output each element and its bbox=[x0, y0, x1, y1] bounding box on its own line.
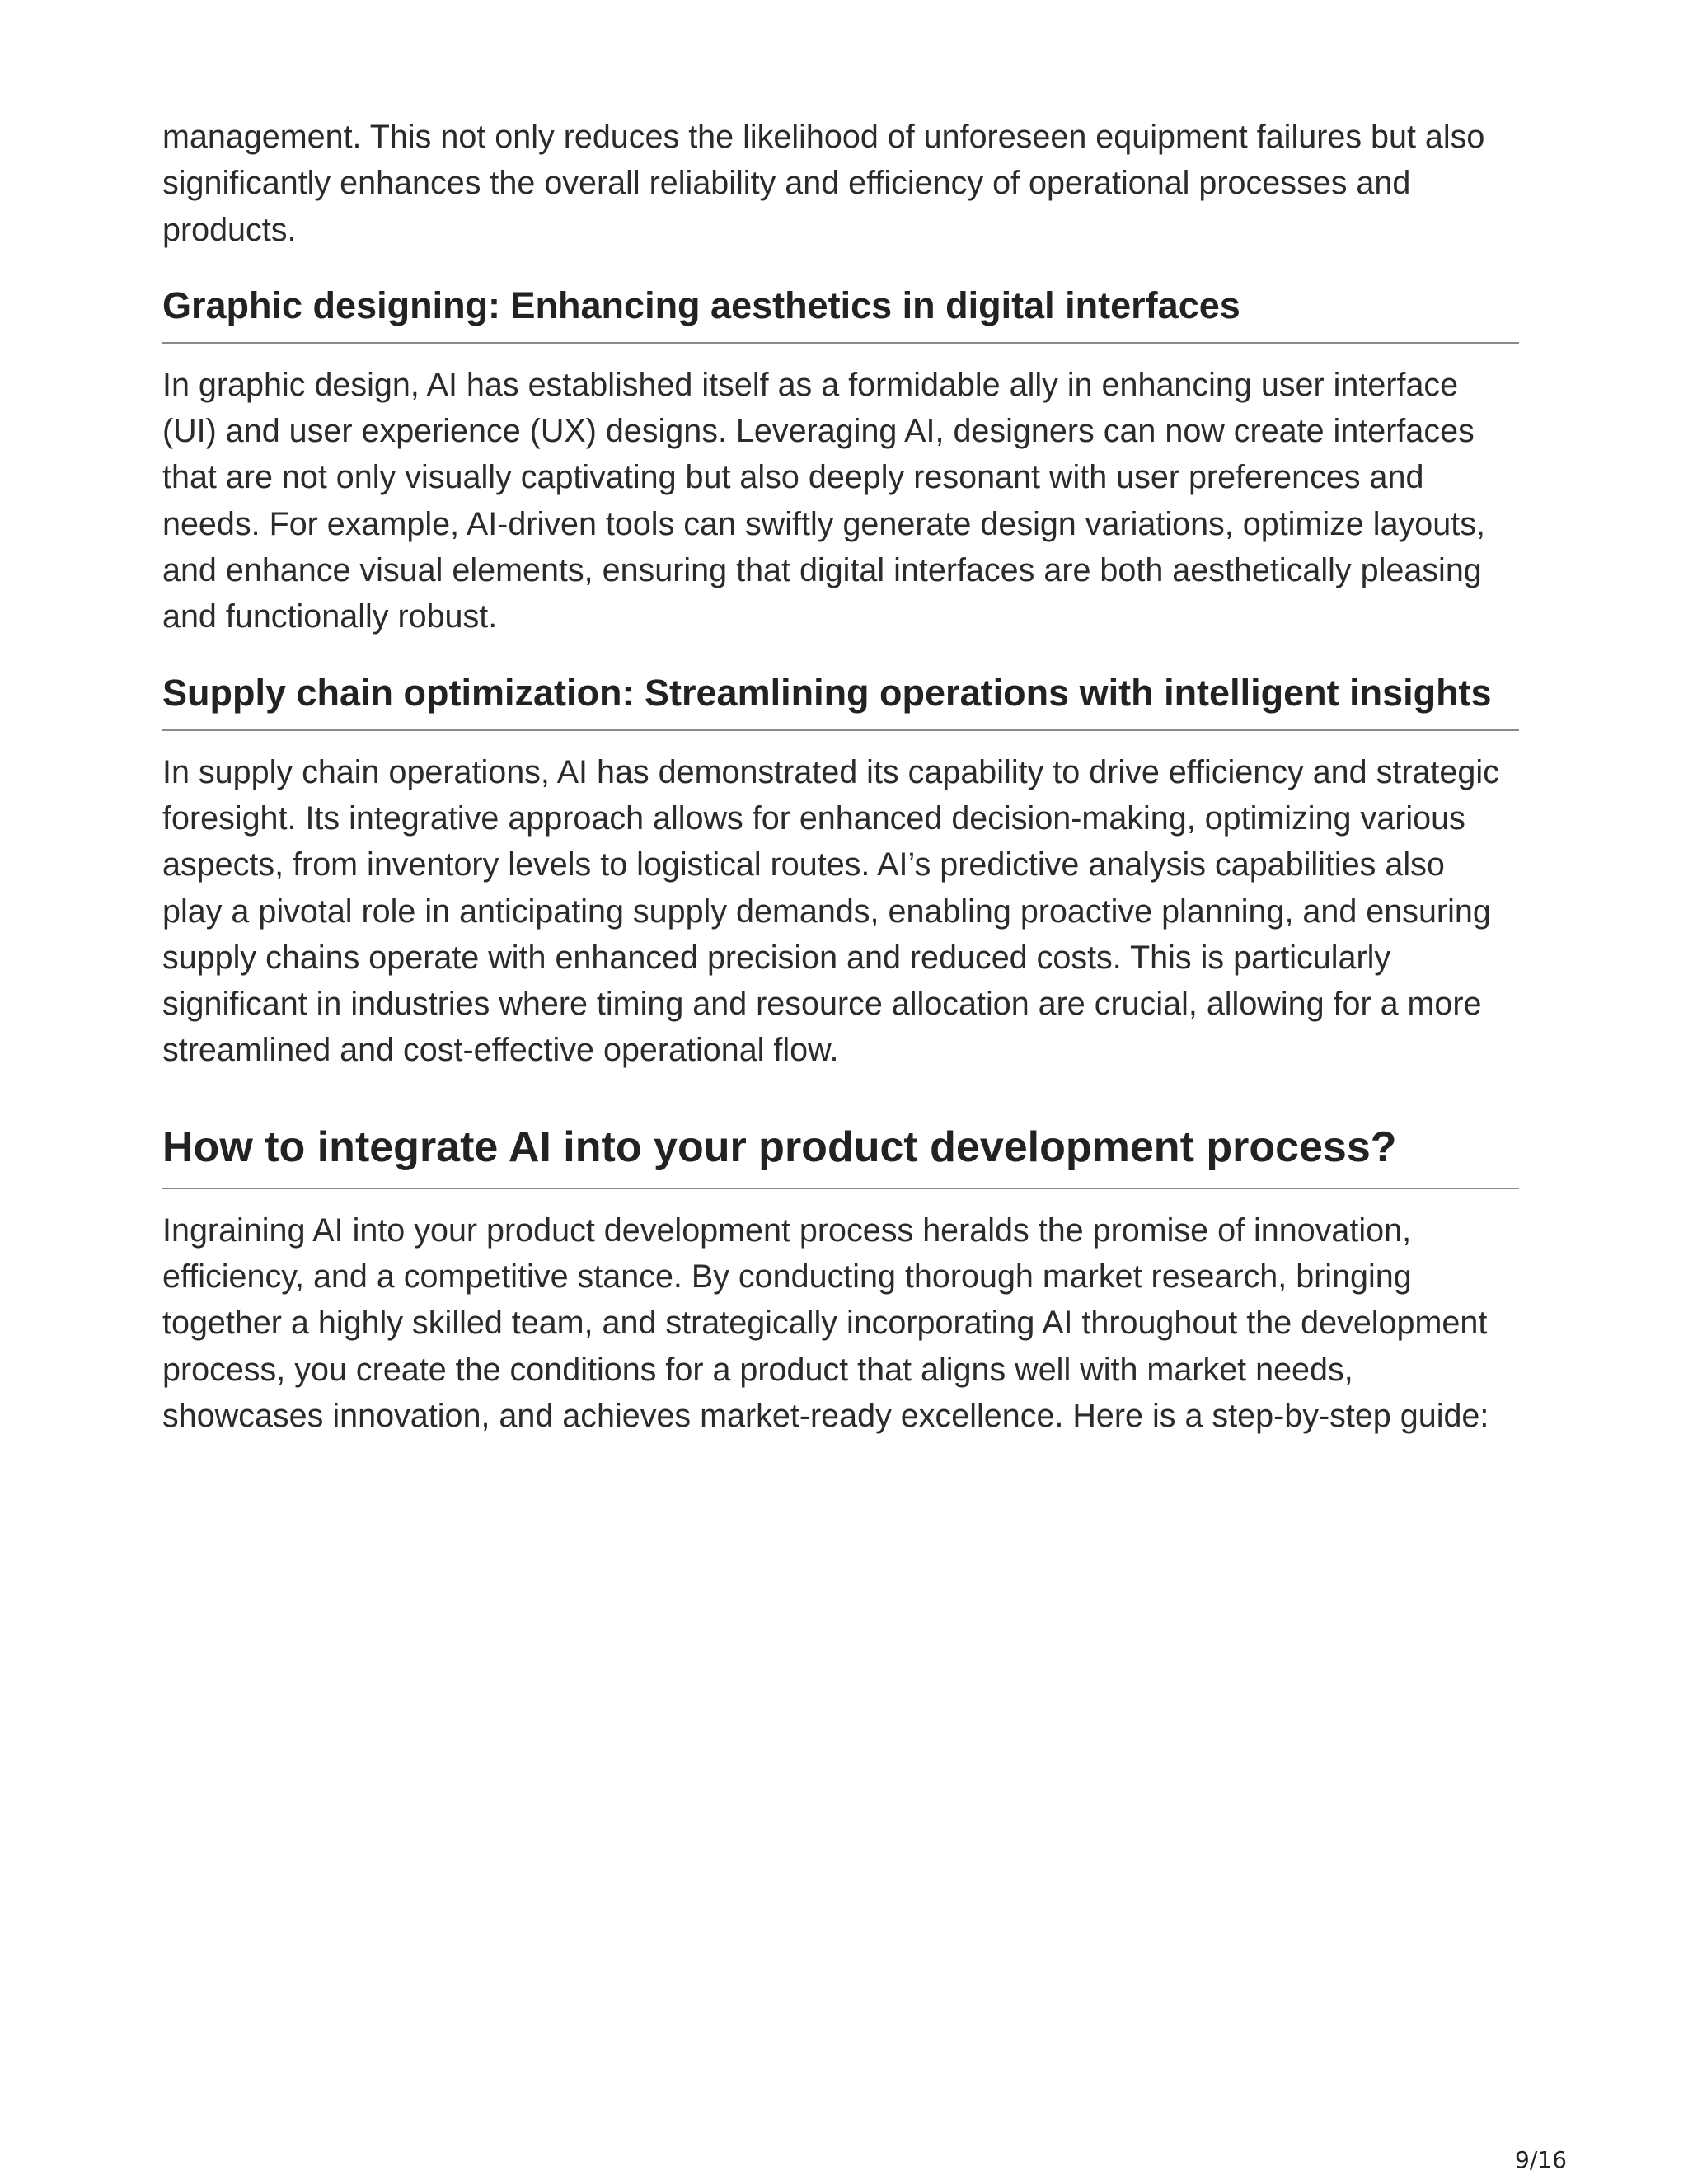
paragraph-line: management. This not only reduces the likelihood of unforeseen equipment failures but also bbox=[162, 119, 1485, 155]
paragraph-line: significantly enhances the overall reliability and efficiency of operational processes and bbox=[162, 165, 1411, 202]
paragraph-line: streamlined and cost-effective operational flow. bbox=[162, 1032, 839, 1069]
paragraph-line: significant in industries where timing and resource allocation are crucial, allowing for a more bbox=[162, 986, 1482, 1023]
paragraph-line: efficiency, and a competitive stance. By conducting thorough market research, bringing bbox=[162, 1258, 1412, 1296]
paragraph-line: aspects, from inventory levels to logistical routes. AI’s predictive analysis capabilities also bbox=[162, 846, 1445, 883]
paragraph-line: Ingraining AI into your product development process heralds the promise of innovation, bbox=[162, 1212, 1412, 1249]
paragraph-line: (UI) and user experience (UX) designs. Leveraging AI, designers can now create interfaces bbox=[162, 413, 1475, 450]
supply-chain-heading: Supply chain optimization: Streamlining operations with intelligent insights bbox=[162, 670, 1519, 731]
integration-heading: How to integrate AI into your product development process? bbox=[162, 1122, 1519, 1189]
supply-chain-paragraph bbox=[162, 749, 1519, 1074]
page-number: 9/16 bbox=[1515, 2146, 1567, 2173]
intro-paragraph bbox=[162, 114, 1519, 253]
paragraph-line: process, you create the conditions for a product that aligns well with market needs, bbox=[162, 1351, 1353, 1388]
paragraph-line: supply chains operate with enhanced precision and reduced costs. This is particularly bbox=[162, 939, 1391, 976]
paragraph-line: that are not only visually captivating but also deeply resonant with user preferences and bbox=[162, 459, 1424, 496]
paragraph-line: needs. For example, AI-driven tools can swiftly generate design variations, optimize layouts, bbox=[162, 505, 1485, 542]
paragraph-line: and enhance visual elements, ensuring that digital interfaces are both aesthetically pleasing bbox=[162, 552, 1482, 589]
paragraph-line: play a pivotal role in anticipating supply demands, enabling proactive planning, and ensuring bbox=[162, 893, 1491, 930]
integration-paragraph bbox=[162, 1207, 1519, 1439]
paragraph-line: showcases innovation, and achieves market-ready excellence. Here is a step-by-step guide: bbox=[162, 1397, 1489, 1434]
paragraph-line: In supply chain operations, AI has demonstrated its capability to drive efficiency and strategic bbox=[162, 753, 1499, 790]
graphic-design-paragraph bbox=[162, 362, 1519, 640]
paragraph-line: products. bbox=[162, 211, 297, 248]
paragraph-line: together a highly skilled team, and strategically incorporating AI throughout the development bbox=[162, 1305, 1488, 1342]
graphic-design-heading: Graphic designing: Enhancing aesthetics in digital interfaces bbox=[162, 283, 1519, 344]
document-body bbox=[162, 114, 1519, 1439]
paragraph-line: In graphic design, AI has established itself as a formidable ally in enhancing user interface bbox=[162, 366, 1459, 403]
paragraph-line: and functionally robust. bbox=[162, 598, 498, 635]
paragraph-line: foresight. Its integrative approach allows for enhanced decision-making, optimizing various bbox=[162, 799, 1465, 837]
